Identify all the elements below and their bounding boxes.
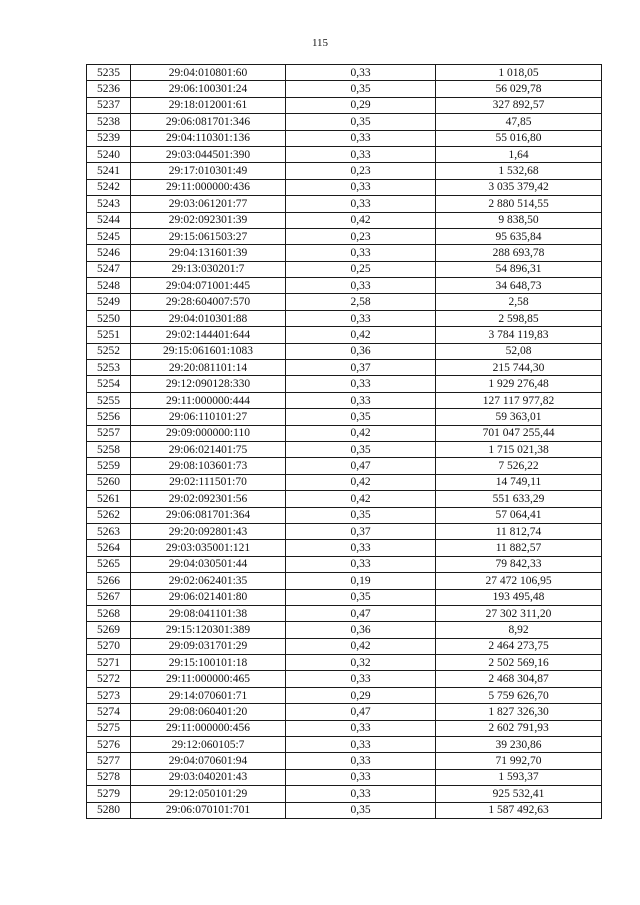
coefficient-cell: 0,33: [286, 786, 436, 802]
row-number-cell: 5245: [87, 228, 131, 244]
table-row: [87, 671, 602, 687]
table-row: [87, 589, 602, 605]
row-number-cell: 5238: [87, 114, 131, 130]
cadastral-number-cell: 29:06:021401:75: [131, 441, 286, 457]
coefficient-cell: 0,33: [286, 130, 436, 146]
coefficient-cell: 0,33: [286, 146, 436, 162]
coefficient-cell: 0,42: [286, 474, 436, 490]
row-number-cell: 5273: [87, 687, 131, 703]
coefficient-cell: 0,47: [286, 605, 436, 621]
coefficient-cell: 0,32: [286, 655, 436, 671]
cadastral-number-cell: 29:11:000000:456: [131, 720, 286, 736]
table-row: [87, 343, 602, 359]
coefficient-cell: 0,19: [286, 573, 436, 589]
coefficient-cell: 0,33: [286, 310, 436, 326]
value-cell: 7 526,22: [436, 458, 602, 474]
table-row: [87, 360, 602, 376]
cadastral-number-cell: 29:14:070601:71: [131, 687, 286, 703]
cadastral-number-cell: 29:08:103601:73: [131, 458, 286, 474]
coefficient-cell: 0,35: [286, 507, 436, 523]
table-row: [87, 737, 602, 753]
cadastral-number-cell: 29:13:030201:7: [131, 261, 286, 277]
cadastral-number-cell: 29:02:062401:35: [131, 573, 286, 589]
value-cell: 2 464 273,75: [436, 638, 602, 654]
table-row: [87, 786, 602, 802]
cadastral-number-cell: 29:11:000000:436: [131, 179, 286, 195]
coefficient-cell: 0,33: [286, 737, 436, 753]
value-cell: 1 827 326,30: [436, 704, 602, 720]
table-row: [87, 310, 602, 326]
cadastral-number-cell: 29:04:110301:136: [131, 130, 286, 146]
row-number-cell: 5252: [87, 343, 131, 359]
value-cell: 2 598,85: [436, 310, 602, 326]
table-row: [87, 392, 602, 408]
cadastral-number-cell: 29:06:081701:364: [131, 507, 286, 523]
row-number-cell: 5280: [87, 802, 131, 818]
coefficient-cell: 0,42: [286, 327, 436, 343]
coefficient-cell: 0,37: [286, 523, 436, 539]
cadastral-number-cell: 29:12:050101:29: [131, 786, 286, 802]
coefficient-cell: 0,29: [286, 687, 436, 703]
cadastral-number-cell: 29:02:111501:70: [131, 474, 286, 490]
table-row: [87, 458, 602, 474]
table-row: [87, 491, 602, 507]
row-number-cell: 5258: [87, 441, 131, 457]
table-row: [87, 179, 602, 195]
cadastral-number-cell: 29:06:021401:80: [131, 589, 286, 605]
coefficient-cell: 0,42: [286, 638, 436, 654]
cadastral-number-cell: 29:12:090128:330: [131, 376, 286, 392]
coefficient-cell: 0,33: [286, 753, 436, 769]
cadastral-number-cell: 29:11:000000:444: [131, 392, 286, 408]
coefficient-cell: 0,33: [286, 769, 436, 785]
value-cell: 52,08: [436, 343, 602, 359]
table-row: [87, 769, 602, 785]
cadastral-number-cell: 29:08:041101:38: [131, 605, 286, 621]
coefficient-cell: 0,33: [286, 179, 436, 195]
coefficient-cell: 0,33: [286, 392, 436, 408]
value-cell: 3 784 119,83: [436, 327, 602, 343]
value-cell: 95 635,84: [436, 228, 602, 244]
cadastral-number-cell: 29:15:120301:389: [131, 622, 286, 638]
value-cell: 1 018,05: [436, 65, 602, 81]
value-cell: 11 882,57: [436, 540, 602, 556]
coefficient-cell: 0,36: [286, 343, 436, 359]
value-cell: 2 880 514,55: [436, 196, 602, 212]
row-number-cell: 5268: [87, 605, 131, 621]
value-cell: 2 602 791,93: [436, 720, 602, 736]
value-cell: 127 117 977,82: [436, 392, 602, 408]
table-row: [87, 540, 602, 556]
value-cell: 14 749,11: [436, 474, 602, 490]
coefficient-cell: 0,47: [286, 458, 436, 474]
cadastral-number-cell: 29:04:010301:88: [131, 310, 286, 326]
value-cell: 1 715 021,38: [436, 441, 602, 457]
table-row: [87, 523, 602, 539]
cadastral-number-cell: 29:06:070101:701: [131, 802, 286, 818]
row-number-cell: 5239: [87, 130, 131, 146]
value-cell: 215 744,30: [436, 360, 602, 376]
cadastral-number-cell: 29:09:000000:110: [131, 425, 286, 441]
value-cell: 5 759 626,70: [436, 687, 602, 703]
value-cell: 1 532,68: [436, 163, 602, 179]
row-number-cell: 5244: [87, 212, 131, 228]
cadastral-number-cell: 29:20:081101:14: [131, 360, 286, 376]
row-number-cell: 5246: [87, 245, 131, 261]
cadastral-number-cell: 29:28:604007:570: [131, 294, 286, 310]
row-number-cell: 5251: [87, 327, 131, 343]
value-cell: 59 363,01: [436, 409, 602, 425]
cadastral-number-cell: 29:08:060401:20: [131, 704, 286, 720]
table-body: [87, 65, 602, 819]
coefficient-cell: 0,25: [286, 261, 436, 277]
cadastral-number-cell: 29:04:010801:60: [131, 65, 286, 81]
table-row: [87, 261, 602, 277]
table-row: [87, 65, 602, 81]
coefficient-cell: 0,33: [286, 245, 436, 261]
table-row: [87, 474, 602, 490]
row-number-cell: 5263: [87, 523, 131, 539]
value-cell: 55 016,80: [436, 130, 602, 146]
table-row: [87, 556, 602, 572]
value-cell: 56 029,78: [436, 81, 602, 97]
cadastral-number-cell: 29:04:070601:94: [131, 753, 286, 769]
page-number: 115: [311, 37, 329, 49]
table-row: [87, 327, 602, 343]
cadastral-number-cell: 29:20:092801:43: [131, 523, 286, 539]
coefficient-cell: 0,42: [286, 425, 436, 441]
row-number-cell: 5272: [87, 671, 131, 687]
row-number-cell: 5266: [87, 573, 131, 589]
row-number-cell: 5274: [87, 704, 131, 720]
table-row: [87, 212, 602, 228]
row-number-cell: 5259: [87, 458, 131, 474]
cadastral-number-cell: 29:02:144401:644: [131, 327, 286, 343]
cadastral-number-cell: 29:02:092301:56: [131, 491, 286, 507]
coefficient-cell: 0,33: [286, 376, 436, 392]
table-row: [87, 196, 602, 212]
table-row: [87, 245, 602, 261]
cadastral-number-cell: 29:02:092301:39: [131, 212, 286, 228]
row-number-cell: 5276: [87, 737, 131, 753]
row-number-cell: 5235: [87, 65, 131, 81]
coefficient-cell: 0,33: [286, 278, 436, 294]
coefficient-cell: 0,33: [286, 671, 436, 687]
table-row: [87, 573, 602, 589]
table-row: [87, 146, 602, 162]
row-number-cell: 5237: [87, 97, 131, 113]
row-number-cell: 5236: [87, 81, 131, 97]
row-number-cell: 5254: [87, 376, 131, 392]
table-row: [87, 802, 602, 818]
table-row: [87, 622, 602, 638]
table-row: [87, 425, 602, 441]
cadastral-number-cell: 29:06:110101:27: [131, 409, 286, 425]
row-number-cell: 5242: [87, 179, 131, 195]
value-cell: 27 472 106,95: [436, 573, 602, 589]
value-cell: 2 502 569,16: [436, 655, 602, 671]
value-cell: 701 047 255,44: [436, 425, 602, 441]
row-number-cell: 5255: [87, 392, 131, 408]
row-number-cell: 5241: [87, 163, 131, 179]
coefficient-cell: 0,33: [286, 556, 436, 572]
coefficient-cell: 0,37: [286, 360, 436, 376]
row-number-cell: 5267: [87, 589, 131, 605]
table-row: [87, 81, 602, 97]
coefficient-cell: 0,33: [286, 196, 436, 212]
cadastral-number-cell: 29:04:030501:44: [131, 556, 286, 572]
row-number-cell: 5257: [87, 425, 131, 441]
row-number-cell: 5248: [87, 278, 131, 294]
cadastral-number-cell: 29:15:061601:1083: [131, 343, 286, 359]
coefficient-cell: 0,35: [286, 81, 436, 97]
value-cell: 54 896,31: [436, 261, 602, 277]
value-cell: 1,64: [436, 146, 602, 162]
row-number-cell: 5250: [87, 310, 131, 326]
coefficient-cell: 0,35: [286, 802, 436, 818]
coefficient-cell: 0,29: [286, 97, 436, 113]
cadastral-number-cell: 29:04:131601:39: [131, 245, 286, 261]
table-row: [87, 720, 602, 736]
value-cell: 34 648,73: [436, 278, 602, 294]
value-cell: 11 812,74: [436, 523, 602, 539]
value-cell: 9 838,50: [436, 212, 602, 228]
coefficient-cell: 0,35: [286, 409, 436, 425]
coefficient-cell: 0,35: [286, 441, 436, 457]
coefficient-cell: 0,23: [286, 163, 436, 179]
cadastral-number-cell: 29:15:061503:27: [131, 228, 286, 244]
table-row: [87, 409, 602, 425]
row-number-cell: 5260: [87, 474, 131, 490]
row-number-cell: 5279: [87, 786, 131, 802]
table-row: [87, 163, 602, 179]
row-number-cell: 5249: [87, 294, 131, 310]
coefficient-cell: 0,36: [286, 622, 436, 638]
value-cell: 8,92: [436, 622, 602, 638]
table-row: [87, 687, 602, 703]
row-number-cell: 5277: [87, 753, 131, 769]
table-row: [87, 507, 602, 523]
table-row: [87, 441, 602, 457]
coefficient-cell: 0,23: [286, 228, 436, 244]
coefficient-cell: 0,35: [286, 114, 436, 130]
row-number-cell: 5256: [87, 409, 131, 425]
table-row: [87, 294, 602, 310]
value-cell: 47,85: [436, 114, 602, 130]
table-row: [87, 97, 602, 113]
row-number-cell: 5271: [87, 655, 131, 671]
row-number-cell: 5278: [87, 769, 131, 785]
value-cell: 1 593,37: [436, 769, 602, 785]
value-cell: 1 587 492,63: [436, 802, 602, 818]
table-row: [87, 114, 602, 130]
row-number-cell: 5264: [87, 540, 131, 556]
value-cell: 925 532,41: [436, 786, 602, 802]
value-cell: 327 892,57: [436, 97, 602, 113]
cadastral-number-cell: 29:15:100101:18: [131, 655, 286, 671]
row-number-cell: 5265: [87, 556, 131, 572]
coefficient-cell: 0,47: [286, 704, 436, 720]
table-row: [87, 376, 602, 392]
cadastral-number-cell: 29:06:081701:346: [131, 114, 286, 130]
row-number-cell: 5247: [87, 261, 131, 277]
row-number-cell: 5262: [87, 507, 131, 523]
coefficient-cell: 2,58: [286, 294, 436, 310]
coefficient-cell: 0,42: [286, 212, 436, 228]
value-cell: 27 302 311,20: [436, 605, 602, 621]
row-number-cell: 5269: [87, 622, 131, 638]
coefficient-cell: 0,42: [286, 491, 436, 507]
value-cell: 57 064,41: [436, 507, 602, 523]
table-row: [87, 605, 602, 621]
cadastral-number-cell: 29:06:100301:24: [131, 81, 286, 97]
row-number-cell: 5270: [87, 638, 131, 654]
row-number-cell: 5261: [87, 491, 131, 507]
cadastral-number-cell: 29:17:010301:49: [131, 163, 286, 179]
row-number-cell: 5275: [87, 720, 131, 736]
coefficient-cell: 0,33: [286, 720, 436, 736]
cadastral-number-cell: 29:12:060105:7: [131, 737, 286, 753]
value-cell: 39 230,86: [436, 737, 602, 753]
cadastral-number-cell: 29:03:035001:121: [131, 540, 286, 556]
value-cell: 79 842,33: [436, 556, 602, 572]
table-row: [87, 228, 602, 244]
cadastral-number-cell: 29:04:071001:445: [131, 278, 286, 294]
value-cell: 2 468 304,87: [436, 671, 602, 687]
coefficient-cell: 0,33: [286, 540, 436, 556]
cadastral-number-cell: 29:03:040201:43: [131, 769, 286, 785]
table-row: [87, 655, 602, 671]
value-cell: 551 633,29: [436, 491, 602, 507]
table-row: [87, 638, 602, 654]
coefficient-cell: 0,33: [286, 65, 436, 81]
value-cell: 288 693,78: [436, 245, 602, 261]
row-number-cell: 5240: [87, 146, 131, 162]
table-row: [87, 278, 602, 294]
cadastral-number-cell: 29:09:031701:29: [131, 638, 286, 654]
cadastral-number-cell: 29:03:061201:77: [131, 196, 286, 212]
row-number-cell: 5243: [87, 196, 131, 212]
table-row: [87, 130, 602, 146]
coefficient-cell: 0,35: [286, 589, 436, 605]
value-cell: 193 495,48: [436, 589, 602, 605]
row-number-cell: 5253: [87, 360, 131, 376]
cadastral-number-cell: 29:11:000000:465: [131, 671, 286, 687]
cadastral-number-cell: 29:03:044501:390: [131, 146, 286, 162]
value-cell: 2,58: [436, 294, 602, 310]
cadastral-number-cell: 29:18:012001:61: [131, 97, 286, 113]
value-cell: 3 035 379,42: [436, 179, 602, 195]
value-cell: 1 929 276,48: [436, 376, 602, 392]
table-row: [87, 753, 602, 769]
table-row: [87, 704, 602, 720]
value-cell: 71 992,70: [436, 753, 602, 769]
data-table: [86, 64, 602, 819]
